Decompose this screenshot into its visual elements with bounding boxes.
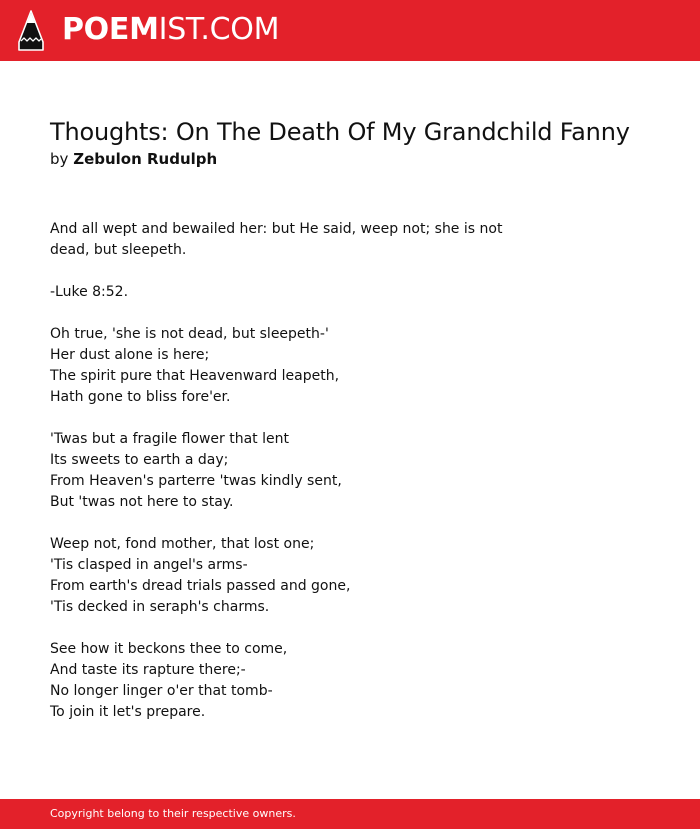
poem-line: Hath gone to bliss fore'er. bbox=[50, 389, 231, 405]
poem-line: And taste its rapture there;- bbox=[50, 662, 246, 678]
stanza-gap bbox=[50, 408, 520, 429]
poem-line: Its sweets to earth a day; bbox=[50, 452, 229, 468]
poem-line: 'Twas but a fragile flower that lent bbox=[50, 431, 289, 447]
poem-line: To join it let's prepare. bbox=[50, 704, 206, 720]
byline bbox=[50, 149, 217, 169]
poem-line: dead, but sleepeth. bbox=[50, 242, 187, 258]
poem-line: Oh true, 'she is not dead, but sleepeth-' bbox=[50, 326, 329, 342]
by-label: by bbox=[50, 150, 69, 168]
poem-line: 'Tis decked in seraph's charms. bbox=[50, 599, 270, 615]
poem-line: But 'twas not here to stay. bbox=[50, 494, 234, 510]
poem-title: Thoughts: On The Death Of My Grandchild Fanny bbox=[50, 118, 630, 146]
stanza-gap bbox=[50, 303, 520, 324]
logo-light-text: IST.COM bbox=[158, 12, 280, 47]
site-logo[interactable] bbox=[62, 11, 279, 49]
poem-line: -Luke 8:52. bbox=[50, 284, 129, 300]
poem-line: And all wept and bewailed her: but He said, weep not; she is not bbox=[50, 221, 503, 237]
author-name: Zebulon Rudulph bbox=[73, 150, 218, 168]
site-footer bbox=[0, 799, 700, 829]
poem-body bbox=[50, 219, 520, 723]
poem-line: See how it beckons thee to come, bbox=[50, 641, 288, 657]
poem-line: No longer linger o'er that tomb- bbox=[50, 683, 273, 699]
stanza-gap bbox=[50, 513, 520, 534]
poem-line: Her dust alone is here; bbox=[50, 347, 210, 363]
poem-line: The spirit pure that Heavenward leapeth, bbox=[50, 368, 340, 384]
copyright-text: Copyright belong to their respective owners. bbox=[50, 807, 296, 820]
logo-bold-text: POEM bbox=[62, 12, 159, 47]
site-header bbox=[0, 0, 700, 61]
stanza-gap bbox=[50, 261, 520, 282]
stanza-gap bbox=[50, 618, 520, 639]
poem-line: From Heaven's parterre 'twas kindly sent, bbox=[50, 473, 342, 489]
poem-line: 'Tis clasped in angel's arms- bbox=[50, 557, 248, 573]
poem-line: From earth's dread trials passed and gone, bbox=[50, 578, 351, 594]
poem-line: Weep not, fond mother, that lost one; bbox=[50, 536, 315, 552]
pen-nib-icon[interactable] bbox=[18, 10, 44, 51]
